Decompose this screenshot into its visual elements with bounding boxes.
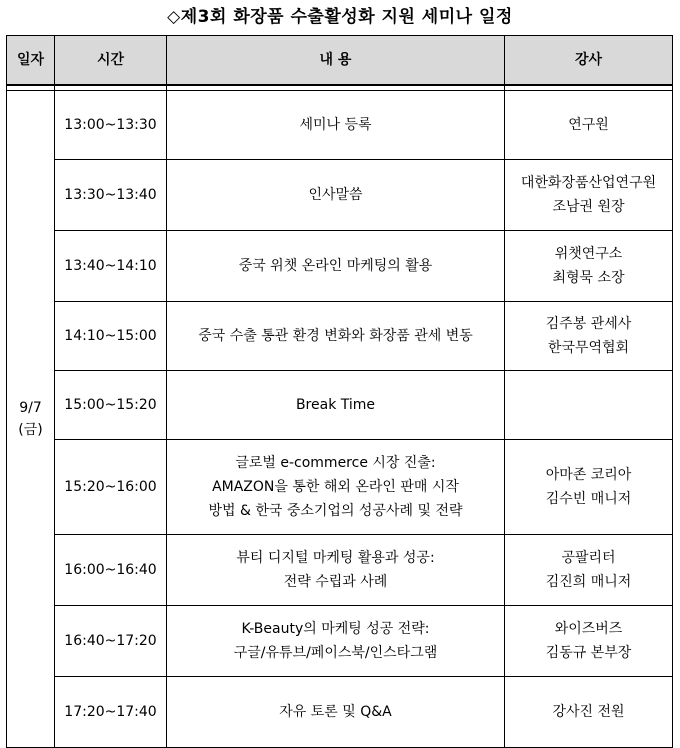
content-line: 글로벌 e-commerce 시장 진출: <box>235 455 436 471</box>
time-cell: 13:30~13:40 <box>55 160 167 231</box>
speaker-cell <box>505 160 673 231</box>
speaker-line: 한국무역협회 <box>547 340 630 356</box>
content-cell <box>167 91 505 160</box>
schedule-table <box>6 35 673 748</box>
speaker-cell <box>505 231 673 302</box>
date-weekday: (금) <box>18 422 43 438</box>
content-line: 자유 토론 및 Q&A <box>279 704 392 720</box>
content-cell <box>167 440 505 535</box>
schedule-row <box>7 440 673 535</box>
content-line: 방법 & 한국 중소기업의 성공사례 및 전략 <box>208 503 463 519</box>
header-time: 시간 <box>55 36 167 86</box>
speaker-line: 연구원 <box>568 117 609 133</box>
speaker-cell <box>505 606 673 677</box>
speaker-line: 김주봉 관세사 <box>545 316 632 332</box>
content-line: AMAZON을 통한 해외 온라인 판매 시작 <box>212 479 459 495</box>
content-line: 세미나 등록 <box>299 117 372 133</box>
schedule-row <box>7 91 673 160</box>
time-cell: 13:40~14:10 <box>55 231 167 302</box>
speaker-line: 강사진 전원 <box>552 704 625 720</box>
speaker-line: 위챗연구소 <box>554 246 623 262</box>
speaker-cell <box>505 91 673 160</box>
time-cell: 15:00~15:20 <box>55 371 167 440</box>
header-row <box>7 36 673 86</box>
content-line: 중국 수출 통관 환경 변화와 화장품 관세 변동 <box>198 328 473 344</box>
content-cell <box>167 231 505 302</box>
content-line: 중국 위챗 온라인 마케팅의 활용 <box>238 258 433 274</box>
content-cell <box>167 160 505 231</box>
content-line: 뷰티 디지털 마케팅 활용과 성공: <box>236 550 435 566</box>
schedule-row <box>7 371 673 440</box>
schedule-row <box>7 606 673 677</box>
schedule-row <box>7 535 673 606</box>
time-cell: 16:40~17:20 <box>55 606 167 677</box>
content-cell <box>167 302 505 371</box>
speaker-line: 조남권 원장 <box>552 199 625 215</box>
schedule-row <box>7 302 673 371</box>
speaker-cell <box>505 535 673 606</box>
time-cell: 16:00~16:40 <box>55 535 167 606</box>
speaker-line: 김진희 매니저 <box>545 574 632 590</box>
content-cell <box>167 371 505 440</box>
speaker-cell <box>505 440 673 535</box>
content-cell <box>167 677 505 748</box>
speaker-line: 아마존 코리아 <box>545 467 632 483</box>
speaker-line: 대한화장품산업연구원 <box>520 175 657 191</box>
speaker-line: 김수빈 매니저 <box>545 491 632 507</box>
time-cell: 17:20~17:40 <box>55 677 167 748</box>
speaker-cell <box>505 302 673 371</box>
speaker-line: 와이즈버즈 <box>554 621 623 637</box>
content-line: K-Beauty의 마케팅 성공 전략: <box>241 621 430 637</box>
content-cell <box>167 535 505 606</box>
date-cell <box>7 91 55 748</box>
schedule-row <box>7 231 673 302</box>
content-line: Break Time <box>295 397 376 413</box>
content-cell <box>167 606 505 677</box>
schedule-row <box>7 677 673 748</box>
time-cell: 14:10~15:00 <box>55 302 167 371</box>
speaker-line: 최형묵 소장 <box>552 270 625 286</box>
content-line: 전략 수립과 사례 <box>283 574 388 590</box>
header-speaker: 강사 <box>505 36 673 86</box>
header-date: 일자 <box>7 36 55 86</box>
speaker-line: 김동규 본부장 <box>545 645 632 661</box>
header-content: 내 용 <box>167 36 505 86</box>
speaker-line: 공팔리터 <box>561 550 616 566</box>
page-title: ◇제3회 화장품 수출활성화 지원 세미나 일정 <box>167 7 513 27</box>
speaker-cell <box>505 677 673 748</box>
speaker-cell <box>505 371 673 440</box>
schedule-row <box>7 160 673 231</box>
content-line: 구글/유튜브/페이스북/인스타그램 <box>233 645 438 661</box>
time-cell: 13:00~13:30 <box>55 91 167 160</box>
content-line: 인사말씀 <box>308 187 363 203</box>
time-cell: 15:20~16:00 <box>55 440 167 535</box>
date-day: 9/7 <box>19 400 42 416</box>
